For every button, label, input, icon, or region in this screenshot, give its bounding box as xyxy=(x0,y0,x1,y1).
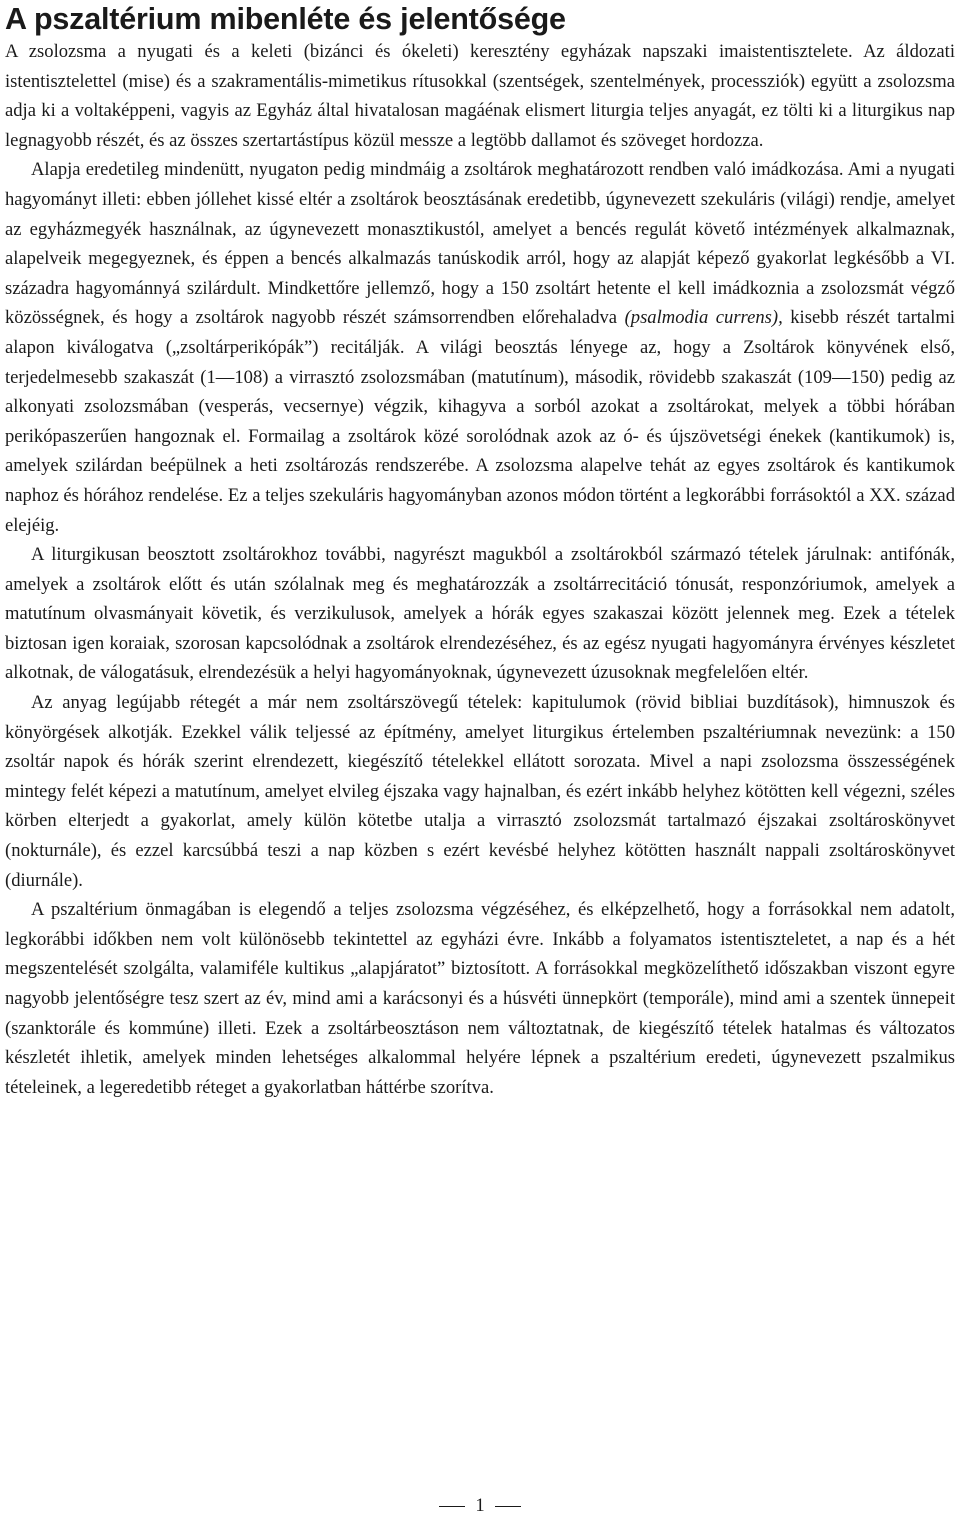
footer-dash-right xyxy=(495,1506,521,1507)
paragraph-2 xyxy=(5,155,955,540)
paragraph-5 xyxy=(5,895,955,1102)
paragraph-4 xyxy=(5,688,955,895)
footer-dash-left xyxy=(439,1506,465,1507)
paragraph-1 xyxy=(5,37,955,155)
page-footer xyxy=(0,1494,960,1518)
page-number: 1 xyxy=(475,1495,485,1516)
paragraph-2-italic-term: (psalmodia currens), xyxy=(624,307,783,329)
paragraph-4-text: Az anyag legújabb rétegét a már nem zsoltárszövegű tételek: kapitulumok (rövid bibliai buzdítások), himnuszok és könyörgések alkotják. Ezekkel válik teljessé az építmény, amelyet liturgikus értelemben pszaltériumnak nevezünk: a 150 zsoltár napok és hórák szerint elrendezett, kiegészítő tételekkel ellátott sorozata. Mivel a napi zsolozsma összességének mintegy felét képezi a matutínum, amelyet elvileg éjszaka vagy hajnalban, és ezért inkább helyhez kötötten kell végezni, széles körben elterjedt a gyakorlat, amely külön kötetbe utalja a virrasztó zsolozsmát tartalmazó éjszakai zsoltároskönyvet (nokturnále), és ezzel karcsúbbá teszi a nap közben s ezért kevésbé helyhez kötötten használt nappali zsoltároskönyvet (diurnále). xyxy=(5,692,955,891)
paragraph-5-text: A pszaltérium önmagában is elegendő a teljes zsolozsma végzéséhez, és elképzelhető, hogy a forrásokkal nem adatolt, legkorábbi időkben nem volt különösebb tekintettel az egyházi évre. Inkább a folyamatos istentiszteletet, a nap és a hét megszentelését szolgálta, valamiféle kultikus „alapjáratot” biztosított. A forrásokkal megközelíthető időszakban viszont egyre nagyobb jelentőségre tesz szert az év, mind ami a karácsonyi és a húsvéti ünnepkört (temporále), mind ami a szentek ünnepeit (szanktorále és kommúne) illeti. Ezek a zsoltárbeosztáson nem változtatnak, de kiegészítő tételek hatalmas és változatos készletét ihletik, amelyek minden lehetséges alkalommal helyére lépnek a pszaltérium eredeti, úgynevezett pszalmikus tételeinek, a legeredetibb réteget a gyakorlatban háttérbe szorítva. xyxy=(5,899,955,1098)
paragraph-3 xyxy=(5,540,955,688)
page-title: A pszaltérium mibenléte és jelentősége xyxy=(5,2,566,36)
paragraph-2-text-a: Alapja eredetileg mindenütt, nyugaton pedig mindmáig a zsoltárok meghatározott rendben való imádkozása. Ami a nyugati hagyományt illeti: ebben jóllehet kissé eltér a zsoltárok beosztásának eredetibb, úgynevezett szekuláris (világi) rendje, amelyet az egyházmegyék használnak, az úgynevezett monasztikustól, amelyet a bencés regulát követő intézmények alkalmaznak, alapelveik megegyeznek, és éppen a bencés alkalmazás tanúskodik arról, hogy az alapját képező gyakorlat legkésőbb a VI. századra hagyománnyá szilárdult. Mindkettőre jellemző, hogy a 150 zsoltárt hetente el kell imádkoznia a zsolozsmát végző közösségnek, és hogy a zsoltárok nagyobb részét számsorrendben előrehaladva xyxy=(5,159,955,329)
body-text xyxy=(5,37,955,1102)
paragraph-1-text: A zsolozsma a nyugati és a keleti (bizánci és ókeleti) keresztény egyházak napszaki imaistentisztelete. Az áldozati istentisztelettel (mise) és a szakramentális-mimetikus rítusokkal (szentségek, szentelmények, processziók) együtt a zsolozsma adja ki a voltaképpeni, vagyis az Egyház által hivatalosan magáénak elismert liturgia teljes anyagát, ez tölti ki a liturgikus nap legnagyobb részét, és az összes szertartástípus közül messze a legtöbb dallamot és szöveget hordozza. xyxy=(5,41,955,151)
document-page xyxy=(5,0,955,1102)
paragraph-3-text: A liturgikusan beosztott zsoltárokhoz további, nagyrészt magukból a zsoltárokból származó tételek járulnak: antifónák, amelyek a zsoltárok előtt és után szólalnak meg és meghatározzák a zsoltárrecitáció tónusát, responzóriumok, amelyek a matutínum olvasmányait követik, és verzikulusok, amelyek a hórák egyes szakaszai között jelennek meg. Ezek a tételek biztosan igen koraiak, szorosan kapcsolódnak a zsoltárok elrendezéséhez, és az egész nyugati hagyományra érvényes készletet alkotnak, de válogatásuk, elrendezésük a helyi hagyományoknak, úgynevezett úzusoknak megfelelően eltér. xyxy=(5,544,955,684)
paragraph-2-text-b: kisebb részét tartalmi alapon kiválogatva („zsoltárperikópák”) recitálják. A világi beosztás lényege az, hogy a Zsoltárok könyvének első, terjedelmesebb szakaszát (1—108) a virrasztó zsolozsmában (matutínum), második, rövidebb szakaszát (109—150) pedig az alkonyati zsolozsmában (vesperás, vecsernye) végzik, kihagyva a sorból azokat a zsoltárokat, melyek a többi hórában perikópaszerűen hangoznak el. Formailag a zsoltárok közé sorolódnak azok az ó- és újszövetségi énekek (kantikumok) is, amelyek szilárdan beépülnek a heti zsoltározás rendszerébe. A zsolozsma alapelve tehát az egyes zsoltárok és kantikumok naphoz és hórához rendelése. Ez a teljes szekuláris hagyományban azonos módon történt a legkorábbi forrásoktól a XX. század elejéig. xyxy=(5,307,956,536)
